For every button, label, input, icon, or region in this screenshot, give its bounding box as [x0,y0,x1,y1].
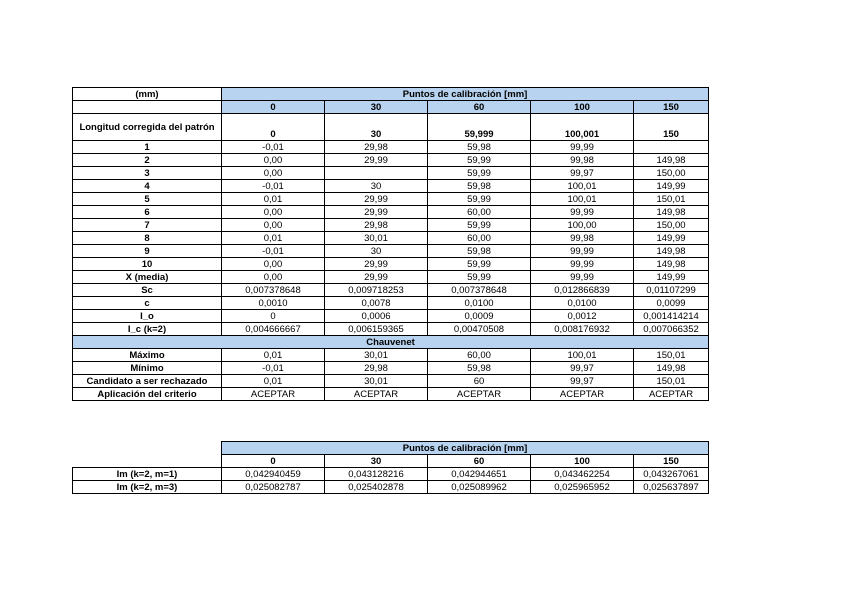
calibration-table [72,87,709,401]
row-label: 2 [73,154,222,167]
table-cell: 0,043267061 [634,468,709,481]
table-row [73,154,709,167]
table-cell: 0,0078 [325,297,428,310]
table-cell: 99,97 [531,167,634,180]
table-cell: 0,01107299 [634,284,709,297]
row-label: 6 [73,206,222,219]
table-cell: 0,00 [222,219,325,232]
column-header: 100 [531,101,634,114]
group-header: Puntos de calibración [mm] [222,88,709,101]
table-cell: 0,001414214 [634,310,709,323]
table-cell [634,141,709,154]
table-cell: 150,01 [634,193,709,206]
table-cell: 149,98 [634,362,709,375]
group-header-row [73,442,709,455]
table-cell: 0,008176932 [531,323,634,336]
table-cell: 0,0012 [531,310,634,323]
row-label: Sc [73,284,222,297]
table-row [73,388,709,401]
table-cell: 0,0006 [325,310,428,323]
table-cell: 0,025089962 [428,481,531,494]
table-cell: 0,01 [222,375,325,388]
table-cell: 149,98 [634,154,709,167]
table-cell: 30 [325,114,428,141]
table-cell: 0,01 [222,232,325,245]
column-header: 30 [325,101,428,114]
table-cell: 100,001 [531,114,634,141]
row-label: c [73,297,222,310]
table-cell: 59,98 [428,362,531,375]
table-cell: 0,00 [222,271,325,284]
row-label: 7 [73,219,222,232]
row-label: Im (k=2, m=1) [73,468,222,481]
table-cell: ACEPTAR [325,388,428,401]
table-cell: 0,025082787 [222,481,325,494]
table-cell: 100,01 [531,180,634,193]
table-cell: 99,99 [531,258,634,271]
table-cell: 99,97 [531,362,634,375]
table-cell: 0,042944651 [428,468,531,481]
table-row [73,206,709,219]
table-cell: 59,999 [428,114,531,141]
table-row [73,297,709,310]
table-cell: 59,99 [428,271,531,284]
column-header-row [73,455,709,468]
corner-blank [73,442,222,455]
table-cell: 0,01 [222,349,325,362]
column-header-row [73,101,709,114]
table-cell: 59,99 [428,167,531,180]
table-cell: 0,007378648 [222,284,325,297]
column-header: 0 [222,101,325,114]
table-cell: 0 [222,310,325,323]
table-cell: 30 [325,180,428,193]
row-label: Máximo [73,349,222,362]
table-cell: 59,98 [428,180,531,193]
table-cell: 29,99 [325,154,428,167]
row-label: 4 [73,180,222,193]
column-header: 30 [325,455,428,468]
table-cell: ACEPTAR [634,388,709,401]
table-row [73,219,709,232]
table-cell: 29,99 [325,206,428,219]
row-label: 1 [73,141,222,154]
table-cell: 99,99 [531,141,634,154]
group-header-row [73,88,709,101]
uncertainty-table [72,441,709,494]
table-row [73,468,709,481]
table-cell: 60,00 [428,206,531,219]
table-cell: 0,042940459 [222,468,325,481]
table-cell: 0,006159365 [325,323,428,336]
table-row [73,323,709,336]
table-cell: -0,01 [222,141,325,154]
table-cell: ACEPTAR [428,388,531,401]
table-cell: 149,99 [634,271,709,284]
column-header: 150 [634,101,709,114]
table-cell: 149,98 [634,206,709,219]
column-header: 0 [222,455,325,468]
table-cell: 150,01 [634,349,709,362]
row-label: Mínimo [73,362,222,375]
row-label: 10 [73,258,222,271]
table-cell: 0,00470508 [428,323,531,336]
row-label: Longitud corregida del patrón [73,114,222,141]
table-cell: 99,99 [531,245,634,258]
table-cell: 30,01 [325,232,428,245]
table-cell: 0,007378648 [428,284,531,297]
table-cell: 150,00 [634,219,709,232]
row-label: Im (k=2, m=3) [73,481,222,494]
table-cell: 29,98 [325,141,428,154]
table-row [73,167,709,180]
table-cell: 0,0100 [531,297,634,310]
table-cell: 0,0100 [428,297,531,310]
table-row [73,375,709,388]
row-label: X (media) [73,271,222,284]
table-cell: 100,01 [531,193,634,206]
column-header: 60 [428,455,531,468]
table-cell: 150,00 [634,167,709,180]
table-cell: 0,01 [222,193,325,206]
table-cell: 29,98 [325,362,428,375]
column-header: 150 [634,455,709,468]
table-cell: 149,98 [634,258,709,271]
table-row [73,232,709,245]
table-cell: 29,98 [325,219,428,232]
table-cell: 0,012866839 [531,284,634,297]
row-label: I_o [73,310,222,323]
table-cell: 0,0009 [428,310,531,323]
group-header: Puntos de calibración [mm] [222,442,709,455]
table-cell: 100,01 [531,349,634,362]
table-cell: 0,043128216 [325,468,428,481]
table-cell: -0,01 [222,180,325,193]
table-cell [325,167,428,180]
table-row [73,114,709,141]
table-cell: 29,99 [325,271,428,284]
row-label: 5 [73,193,222,206]
table-cell: ACEPTAR [531,388,634,401]
table-cell: 99,99 [531,206,634,219]
table-cell: 0,00 [222,167,325,180]
table-cell: 0,043462254 [531,468,634,481]
table-cell: 0,0099 [634,297,709,310]
table-row [73,271,709,284]
corner-blank [73,455,222,468]
table-cell: 0,004666667 [222,323,325,336]
table-cell: 59,98 [428,245,531,258]
table-cell: 149,99 [634,180,709,193]
table-cell: 60 [428,375,531,388]
row-label: 3 [73,167,222,180]
table-cell: 30 [325,245,428,258]
table-cell: 29,99 [325,258,428,271]
table-cell: 99,99 [531,271,634,284]
table-cell: 59,99 [428,219,531,232]
column-header: 60 [428,101,531,114]
table-cell: 59,99 [428,154,531,167]
table-cell: 0,0010 [222,297,325,310]
table-cell: 0,025965952 [531,481,634,494]
table-cell: 29,99 [325,193,428,206]
table-row [73,180,709,193]
table-cell: 0,025637897 [634,481,709,494]
table-cell: 0,00 [222,154,325,167]
table-cell: 60,00 [428,349,531,362]
table-cell: 30,01 [325,375,428,388]
table-cell: 149,98 [634,245,709,258]
table-cell: 59,99 [428,258,531,271]
table-row [73,481,709,494]
row-label: 9 [73,245,222,258]
table-row [73,310,709,323]
table-cell: ACEPTAR [222,388,325,401]
table-row [73,284,709,297]
table-cell: 150,01 [634,375,709,388]
row-label: 8 [73,232,222,245]
row-label: Candidato a ser rechazado [73,375,222,388]
table-cell: 149,99 [634,232,709,245]
table-row [73,193,709,206]
row-label: Aplicación del criterio [73,388,222,401]
table-cell: 60,00 [428,232,531,245]
table-cell: 0,00 [222,206,325,219]
table-row [73,258,709,271]
table-cell: 0 [222,114,325,141]
table-cell: 100,00 [531,219,634,232]
table-cell: -0,01 [222,362,325,375]
column-header-blank [73,101,222,114]
chauvenet-header: Chauvenet [73,336,709,349]
table-cell: 99,97 [531,375,634,388]
chauvenet-header-row [73,336,709,349]
table-cell: -0,01 [222,245,325,258]
table-row [73,245,709,258]
table-row [73,362,709,375]
table-cell: 99,98 [531,154,634,167]
row-label: I_c (k=2) [73,323,222,336]
table-cell: 30,01 [325,349,428,362]
table-row [73,349,709,362]
table-cell: 99,98 [531,232,634,245]
table-cell: 59,99 [428,193,531,206]
table-cell: 150 [634,114,709,141]
table-cell: 0,025402878 [325,481,428,494]
table-row [73,141,709,154]
corner-label: (mm) [73,88,222,101]
table-cell: 0,00 [222,258,325,271]
column-header: 100 [531,455,634,468]
table-cell: 0,009718253 [325,284,428,297]
table-cell: 59,98 [428,141,531,154]
table-cell: 0,007066352 [634,323,709,336]
